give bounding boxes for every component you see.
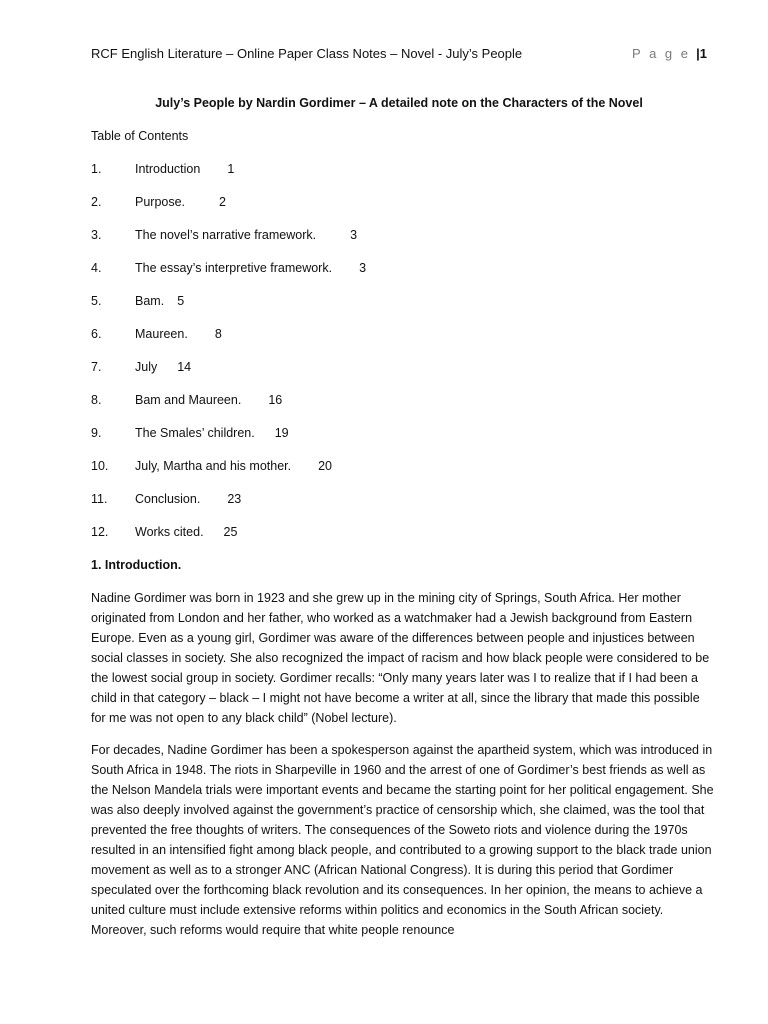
- toc-item-page: 8: [214, 327, 222, 341]
- toc-item-title: Conclusion.: [135, 492, 201, 506]
- page-separator: |: [696, 46, 700, 61]
- toc-item-number: 1.: [91, 162, 102, 176]
- toc-item-title: Bam.: [135, 294, 165, 308]
- toc-item-page: 1: [227, 162, 235, 176]
- page-header: [91, 46, 707, 66]
- toc-item-number: 11.: [91, 492, 108, 506]
- toc-item[interactable]: [91, 393, 711, 426]
- toc-item-title: Works cited.: [135, 525, 204, 539]
- section-heading: 1. Introduction.: [91, 558, 182, 572]
- toc-item-number: 6.: [91, 327, 102, 341]
- toc-item[interactable]: [91, 360, 711, 393]
- toc-heading: Table of Contents: [91, 129, 189, 143]
- toc-item-title: Purpose.: [135, 195, 186, 209]
- toc-item-title: The Smales’ children.: [135, 426, 255, 440]
- toc-item-page: 23: [227, 492, 242, 506]
- page-number: 1: [699, 46, 707, 61]
- toc-item[interactable]: [91, 294, 711, 327]
- body-paragraph: For decades, Nadine Gordimer has been a spokesperson against the apartheid system, which was introduced in South Africa in 1948. The riots in Sharpeville in 1960 and the arrest of one of Gordimer’s best friends as well as the Nelson Mandela trials were important events and became the starting point for her political engagement. She was also deeply involved against the government’s practice of censorship which, she claimed, was the tool that prevented the free thoughts of writers. The consequences of the Soweto riots and violence during the 1970s resulted in an intensified fight among black people, and contributed to a growing support to the black trade union movement as well as to a stronger ANC (African National Congress). It is during this period that Gordimer speculated over the forthcoming black revolution and its consequences. In her opinion, the means to achieve a united culture must include extensive reforms within politics and economics in the South African society. Moreover, such reforms would require that white people renounce: [91, 743, 714, 937]
- toc-item-page: 14: [177, 360, 192, 374]
- toc-item-number: 9.: [91, 426, 102, 440]
- toc-item-number: 12.: [91, 525, 109, 539]
- toc-item-page: 20: [318, 459, 332, 473]
- toc-item-page: 2: [219, 195, 226, 209]
- table-of-contents: [91, 162, 711, 558]
- toc-item-page: 16: [268, 393, 283, 407]
- toc-item-number: 8.: [91, 393, 102, 407]
- toc-item-page: 25: [223, 525, 238, 539]
- toc-item[interactable]: [91, 525, 711, 558]
- toc-item[interactable]: [91, 195, 711, 228]
- toc-item-number: 3.: [91, 228, 102, 242]
- toc-item-page: 3: [359, 261, 367, 275]
- toc-item[interactable]: [91, 327, 711, 360]
- toc-item-title: Maureen.: [135, 327, 188, 341]
- toc-item[interactable]: [91, 228, 711, 261]
- toc-item-number: 10.: [91, 459, 109, 473]
- body-paragraph: Nadine Gordimer was born in 1923 and she grew up in the mining city of Springs, South Africa. Her mother originated from London and her father, who worked as a watchmaker had a Jewish background from Eastern Europe. Even as a young girl, Gordimer was aware of the differences between people and injustices between social classes in society. She also recognized the impact of racism and how black people were considered to be the lowest social group in society. Gordimer recalls: “Only many years later was I to realize that if I had been a child in that category – black – I might not have become a writer at all, since the library that made this possible for me was not open to any black child” (Nobel lecture).: [91, 591, 710, 725]
- toc-item-page: 19: [274, 426, 289, 440]
- document-title: July’s People by Nardin Gordimer – A detailed note on the Characters of the Novel: [155, 96, 643, 110]
- toc-item-title: The novel’s narrative framework.: [135, 228, 317, 242]
- toc-item-page: 3: [350, 228, 358, 242]
- toc-item[interactable]: [91, 261, 711, 294]
- toc-item[interactable]: [91, 426, 711, 459]
- toc-item-title: July: [135, 360, 158, 374]
- toc-item[interactable]: [91, 459, 711, 492]
- toc-item-number: 4.: [91, 261, 102, 275]
- toc-item-number: 7.: [91, 360, 102, 374]
- page-number-block: [632, 46, 707, 61]
- toc-item-title: Introduction: [135, 162, 201, 176]
- toc-item-title: Bam and Maureen.: [135, 393, 242, 407]
- toc-item-number: 5.: [91, 294, 102, 308]
- toc-item-title: July, Martha and his mother.: [135, 459, 292, 473]
- toc-item[interactable]: [91, 492, 711, 525]
- page-label: P a g e: [632, 46, 691, 61]
- header-title: RCF English Literature – Online Paper Class Notes – Novel - July’s People: [91, 46, 523, 61]
- toc-item-page: 5: [177, 294, 185, 308]
- toc-item[interactable]: [91, 162, 711, 195]
- toc-item-number: 2.: [91, 195, 102, 209]
- toc-item-title: The essay’s interpretive framework.: [135, 261, 333, 275]
